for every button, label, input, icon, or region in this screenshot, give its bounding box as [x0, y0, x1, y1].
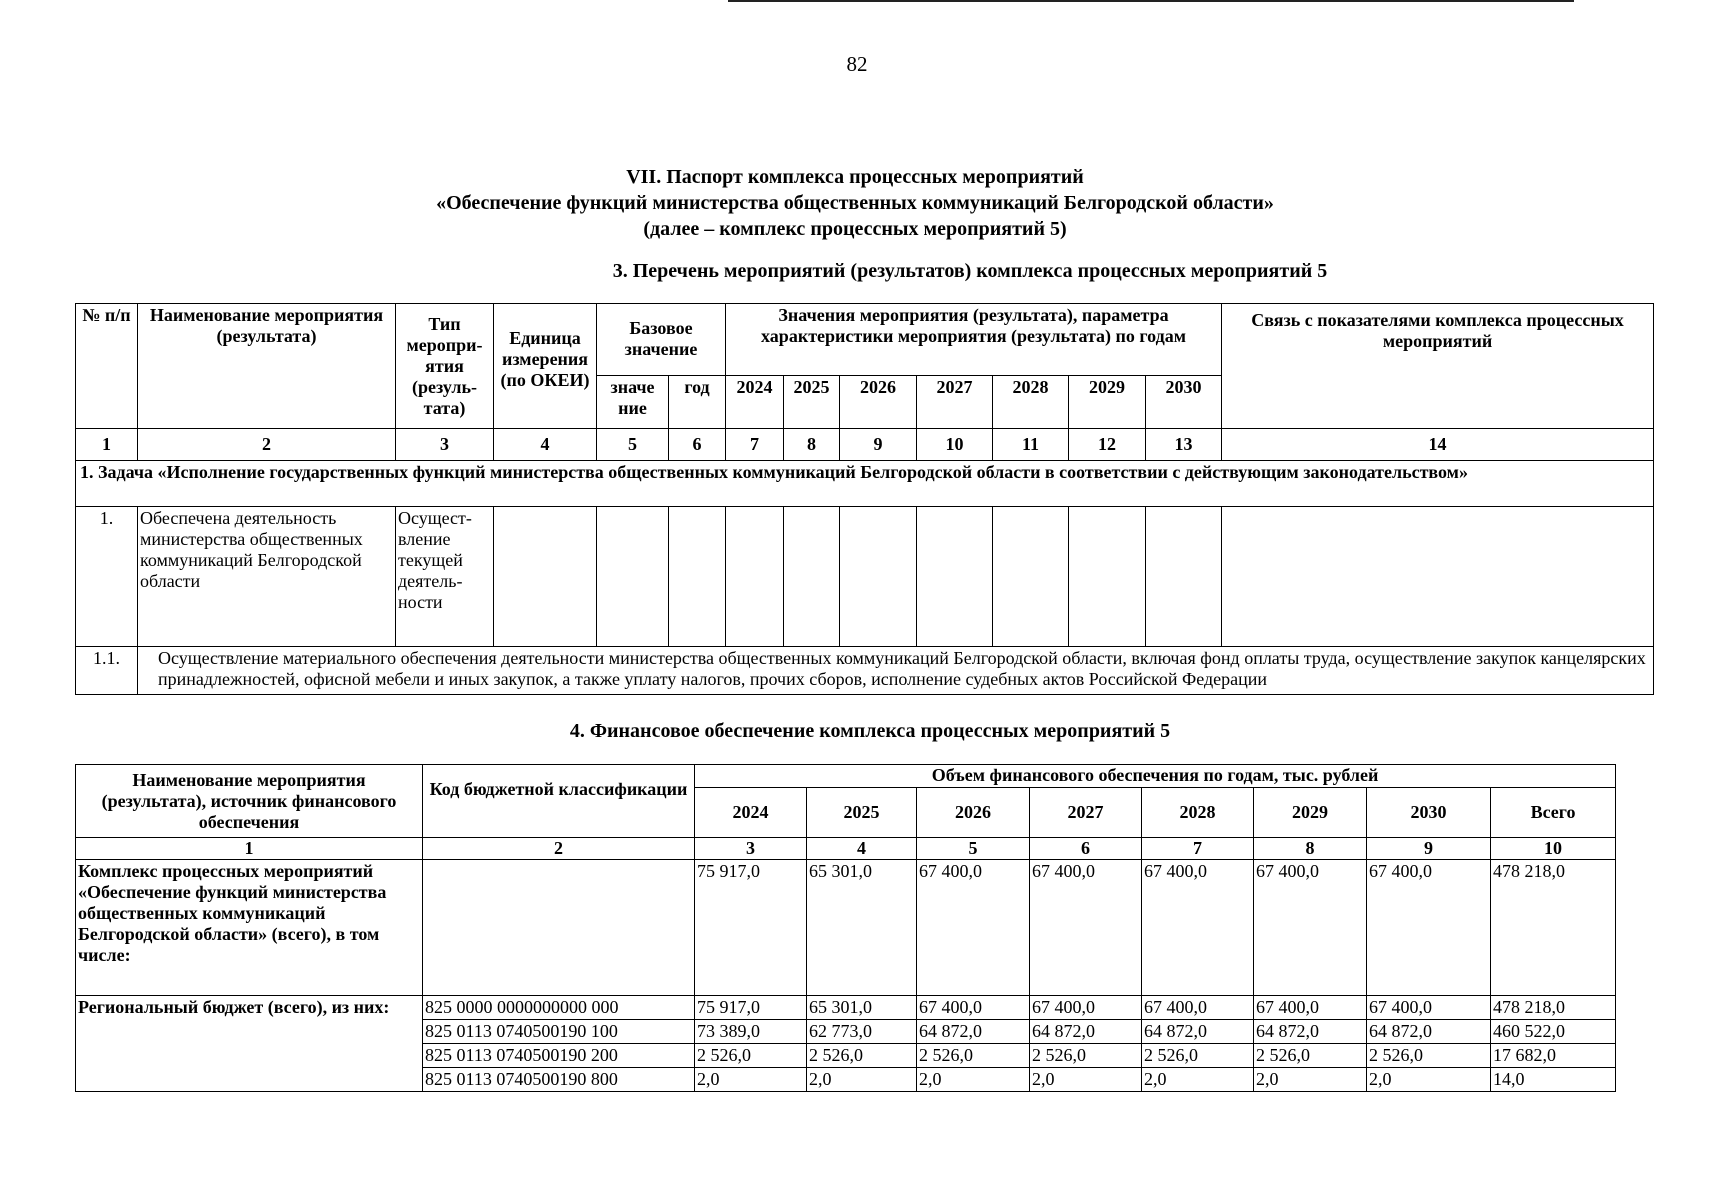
value-cell: 67 400,0 — [1254, 860, 1367, 996]
value-cell: 2,0 — [695, 1068, 807, 1092]
col-base-year-header: год — [669, 376, 726, 429]
year-header: 2027 — [1030, 788, 1142, 838]
value-cell: 67 400,0 — [1030, 996, 1142, 1020]
row1-type: Осущест-вление текущей деятель-ности — [396, 507, 494, 647]
value-cell: 67 400,0 — [917, 860, 1030, 996]
value-cell: 65 301,0 — [807, 996, 917, 1020]
column-number: 6 — [1030, 838, 1142, 860]
total-cell: 17 682,0 — [1491, 1044, 1616, 1068]
value-cell: 64 872,0 — [1142, 1020, 1254, 1044]
empty-cell — [669, 507, 726, 647]
value-cell: 73 389,0 — [695, 1020, 807, 1044]
section-title-line2: «Обеспечение функций министерства общественных коммуникаций Белгородской области» — [436, 192, 1274, 214]
empty-cell — [726, 507, 784, 647]
col-base-value-header: значе ние — [597, 376, 669, 429]
total-cell: 478 218,0 — [1491, 996, 1616, 1020]
section-title-line3: (далее – комплекс процессных мероприятий 5) — [643, 218, 1067, 240]
empty-cell — [840, 507, 917, 647]
column-number: 10 — [1491, 838, 1616, 860]
column-number: 13 — [1146, 429, 1222, 461]
value-cell: 2 526,0 — [1030, 1044, 1142, 1068]
total-cell: 460 522,0 — [1491, 1020, 1616, 1044]
total-cell: 478 218,0 — [1491, 860, 1616, 996]
empty-cell — [1146, 507, 1222, 647]
column-number: 10 — [917, 429, 993, 461]
value-cell: 67 400,0 — [1367, 996, 1491, 1020]
value-cell: 2,0 — [1254, 1068, 1367, 1092]
value-cell: 67 400,0 — [1030, 860, 1142, 996]
col-base-header: Базовое значение — [597, 304, 726, 376]
value-cell: 75 917,0 — [695, 996, 807, 1020]
value-cell: 67 400,0 — [1367, 860, 1491, 996]
complex-row-name: Комплекс процессных мероприятий «Обеспечение функций министерства общественных коммуникаций Белгородской области» (всего), в том числе: — [76, 860, 423, 996]
value-cell: 62 773,0 — [807, 1020, 917, 1044]
value-cell: 2,0 — [1030, 1068, 1142, 1092]
year-header: 2029 — [1069, 376, 1146, 429]
year-header: 2024 — [695, 788, 807, 838]
col-code-header: Код бюджетной классификации — [423, 765, 695, 838]
value-cell: 2 526,0 — [917, 1044, 1030, 1068]
col-unit-header: Единица измерения (по ОКЕИ) — [494, 304, 597, 429]
empty-cell — [993, 507, 1069, 647]
column-number: 3 — [396, 429, 494, 461]
column-number: 1 — [76, 838, 423, 860]
year-header: 2028 — [1142, 788, 1254, 838]
row1-name: Обеспечена деятельность министерства общественных коммуникаций Белгородской области — [138, 507, 396, 647]
col-volume-header: Объем финансового обеспечения по годам, тыс. рублей — [695, 765, 1616, 788]
value-cell: 2,0 — [917, 1068, 1030, 1092]
column-number: 5 — [917, 838, 1030, 860]
value-cell: 2 526,0 — [1254, 1044, 1367, 1068]
value-cell: 2 526,0 — [1367, 1044, 1491, 1068]
value-cell: 67 400,0 — [1254, 996, 1367, 1020]
page-number: 82 — [846, 52, 868, 76]
empty-cell — [494, 507, 597, 647]
column-number: 2 — [138, 429, 396, 461]
regional-budget-label: Региональный бюджет (всего), из них: — [76, 996, 423, 1092]
year-header: 2029 — [1254, 788, 1367, 838]
column-number: 9 — [840, 429, 917, 461]
year-header: 2026 — [917, 788, 1030, 838]
year-header: 2030 — [1146, 376, 1222, 429]
empty-cell — [917, 507, 993, 647]
row11-text: Осуществление материального обеспечения деятельности министерства общественных коммуникаций Белгородской области, включая фонд оплаты труда, осуществление закупок канцелярских принадлежностей, офисной мебели и иных закупок, а также уплату налогов, прочих сборов, исполнение судебных актов Российской Федерации — [138, 647, 1654, 695]
empty-cell — [1222, 507, 1654, 647]
budget-code: 825 0113 0740500190 100 — [423, 1020, 695, 1044]
column-number: 7 — [726, 429, 784, 461]
financing-table — [75, 764, 1616, 1092]
table3-title: 3. Перечень мероприятий (результатов) комплекса процессных мероприятий 5 — [612, 260, 1328, 282]
value-cell: 2,0 — [807, 1068, 917, 1092]
column-number: 8 — [784, 429, 840, 461]
year-header: 2027 — [917, 376, 993, 429]
empty-cell — [1069, 507, 1146, 647]
year-header: 2025 — [807, 788, 917, 838]
value-cell: 2,0 — [1367, 1068, 1491, 1092]
complex-row-code — [423, 860, 695, 996]
column-number: 3 — [695, 838, 807, 860]
column-number: 11 — [993, 429, 1069, 461]
value-cell: 64 872,0 — [1367, 1020, 1491, 1044]
column-number: 14 — [1222, 429, 1654, 461]
column-number: 2 — [423, 838, 695, 860]
total-header: Всего — [1491, 788, 1616, 838]
year-header: 2024 — [726, 376, 784, 429]
column-number: 6 — [669, 429, 726, 461]
value-cell: 64 872,0 — [917, 1020, 1030, 1044]
section-title-line1: VII. Паспорт комплекса процессных мероприятий — [626, 166, 1084, 188]
column-number: 9 — [1367, 838, 1491, 860]
value-cell: 2 526,0 — [807, 1044, 917, 1068]
column-number: 7 — [1142, 838, 1254, 860]
value-cell: 67 400,0 — [1142, 860, 1254, 996]
value-cell: 67 400,0 — [1142, 996, 1254, 1020]
year-header: 2030 — [1367, 788, 1491, 838]
value-cell: 2 526,0 — [695, 1044, 807, 1068]
activities-table — [75, 303, 1654, 695]
total-cell: 14,0 — [1491, 1068, 1616, 1092]
value-cell: 64 872,0 — [1254, 1020, 1367, 1044]
value-cell: 2,0 — [1142, 1068, 1254, 1092]
table4-title: 4. Финансовое обеспечение комплекса процессных мероприятий 5 — [569, 720, 1171, 742]
row11-num: 1.1. — [76, 647, 138, 695]
column-number: 12 — [1069, 429, 1146, 461]
col-num-header: № п/п — [76, 304, 138, 429]
value-cell: 64 872,0 — [1030, 1020, 1142, 1044]
col-name-header: Наименование мероприятия (результата) — [138, 304, 396, 429]
col-name-header: Наименование мероприятия (результата), источник финансового обеспечения — [76, 765, 423, 838]
value-cell: 67 400,0 — [917, 996, 1030, 1020]
column-number: 5 — [597, 429, 669, 461]
empty-cell — [784, 507, 840, 647]
year-header: 2025 — [784, 376, 840, 429]
empty-cell — [597, 507, 669, 647]
year-header: 2028 — [993, 376, 1069, 429]
task-row: 1. Задача «Исполнение государственных функций министерства общественных коммуникаций Белгородской области в соответствии с действующим законодательством» — [76, 461, 1654, 507]
column-number: 4 — [494, 429, 597, 461]
column-number: 4 — [807, 838, 917, 860]
value-cell: 2 526,0 — [1142, 1044, 1254, 1068]
scan-top-border — [728, 0, 1574, 2]
value-cell: 75 917,0 — [695, 860, 807, 996]
col-type-header: Тип меропри-ятия (резуль-тата) — [396, 304, 494, 429]
value-cell: 65 301,0 — [807, 860, 917, 996]
col-link-header: Связь с показателями комплекса процессных мероприятий — [1222, 304, 1654, 429]
col-values-header: Значения мероприятия (результата), параметра характеристики мероприятия (результата) по годам — [726, 304, 1222, 376]
budget-code: 825 0000 0000000000 000 — [423, 996, 695, 1020]
column-number: 8 — [1254, 838, 1367, 860]
budget-code: 825 0113 0740500190 200 — [423, 1044, 695, 1068]
year-header: 2026 — [840, 376, 917, 429]
budget-code: 825 0113 0740500190 800 — [423, 1068, 695, 1092]
column-number: 1 — [76, 429, 138, 461]
row1-num: 1. — [76, 507, 138, 647]
